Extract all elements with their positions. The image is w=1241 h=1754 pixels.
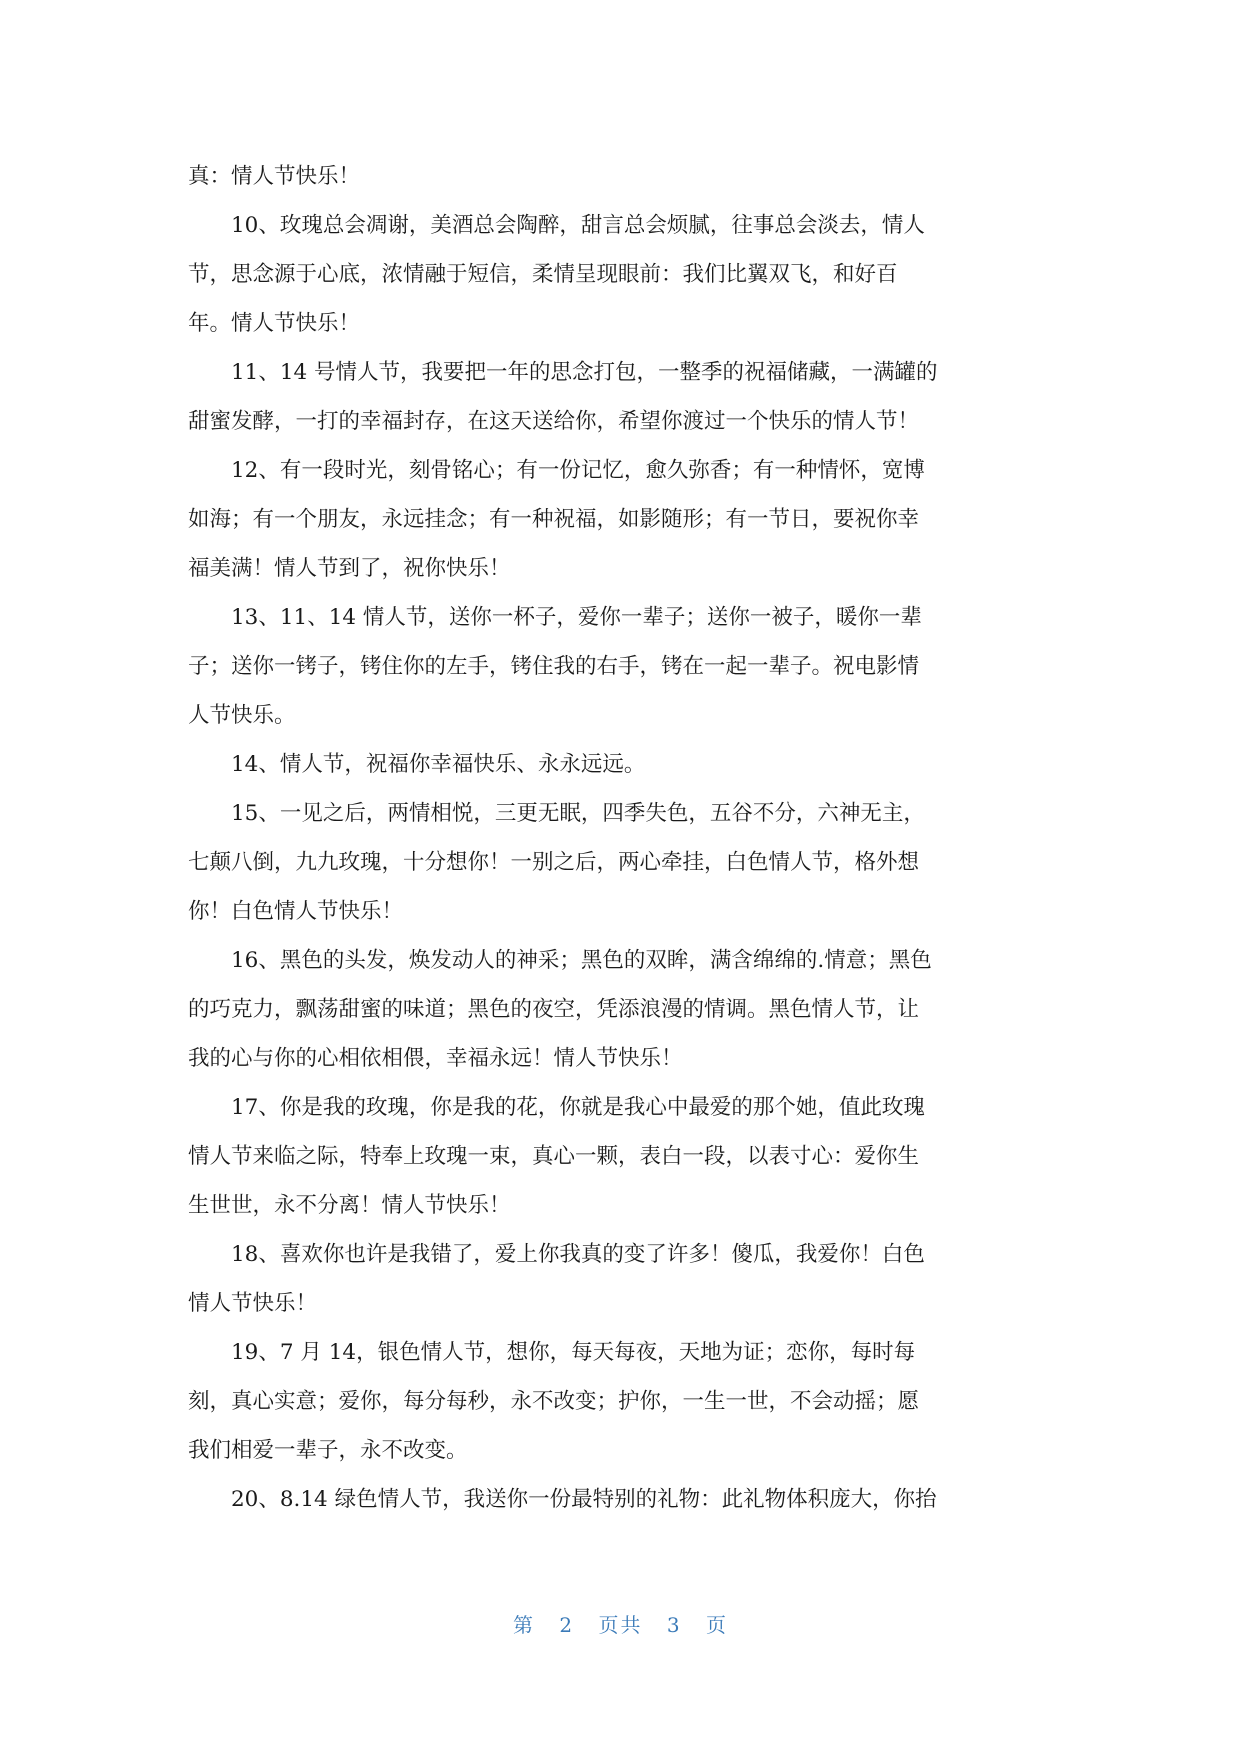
text-line: 我的心与你的心相依相偎，幸福永远！情人节快乐！ (188, 1046, 683, 1071)
text-line: 福美满！情人节到了，祝你快乐！ (188, 556, 511, 581)
text-line: 11、14 号情人节，我要把一年的思念打包，一整季的祝福储藏，一满罐的 (188, 360, 938, 385)
footer-prefix: 第 (513, 1613, 536, 1637)
text-line: 17、你是我的玫瑰，你是我的花，你就是我心中最爱的那个她，值此玫瑰 (188, 1095, 925, 1120)
text-line: 13、11、14 情人节，送你一杯子，爱你一辈子；送你一被子，暖你一辈 (188, 605, 922, 630)
footer-page-number: 2 (559, 1613, 575, 1637)
footer-total-pages: 3 (666, 1613, 682, 1637)
text-line: 情人节快乐！ (188, 1291, 318, 1316)
text-line: 七颠八倒，九九玫瑰，十分想你！一别之后，两心牵挂，白色情人节，格外想 (188, 850, 920, 875)
text-line: 18、喜欢你也许是我错了，爱上你我真的变了许多！傻瓜，我爱你！白色 (188, 1242, 925, 1267)
body-text (188, 152, 1048, 1524)
text-line: 真：情人节快乐！ (188, 164, 361, 189)
text-line: 16、黑色的头发，焕发动人的神采；黑色的双眸，满含绵绵的.情意；黑色 (188, 948, 932, 973)
footer-middle: 页共 (598, 1613, 643, 1637)
footer-suffix: 页 (705, 1613, 728, 1637)
text-line: 14、情人节，祝福你幸福快乐、永永远远。 (188, 752, 646, 777)
text-line: 我们相爱一辈子，永不改变。 (188, 1438, 468, 1463)
text-line: 子；送你一铐子，铐住你的左手，铐住我的右手，铐在一起一辈子。祝电影情 (188, 654, 920, 679)
text-line: 节，思念源于心底，浓情融于短信，柔情呈现眼前：我们比翼双飞，和好百 (188, 262, 898, 287)
text-line: 人节快乐。 (188, 703, 296, 728)
text-line: 你！白色情人节快乐！ (188, 899, 404, 924)
text-line: 20、8.14 绿色情人节，我送你一份最特别的礼物：此礼物体积庞大，你抬 (188, 1487, 937, 1512)
text-line: 年。情人节快乐！ (188, 311, 361, 336)
text-line: 生世世，永不分离！情人节快乐！ (188, 1193, 511, 1218)
text-line: 19、7 月 14，银色情人节，想你，每天每夜，天地为证；恋你，每时每 (188, 1340, 916, 1365)
text-line: 10、玫瑰总会凋谢，美酒总会陶醉，甜言总会烦腻，往事总会淡去，情人 (188, 213, 925, 238)
text-line: 的巧克力，飘荡甜蜜的味道；黑色的夜空，凭添浪漫的情调。黑色情人节，让 (188, 997, 920, 1022)
text-line: 情人节来临之际，特奉上玫瑰一束，真心一颗，表白一段，以表寸心：爱你生 (188, 1144, 920, 1169)
text-line: 15、一见之后，两情相悦，三更无眠，四季失色，五谷不分，六神无主， (188, 801, 925, 826)
text-line: 12、有一段时光，刻骨铭心；有一份记忆，愈久弥香；有一种情怀，宽博 (188, 458, 925, 483)
text-line: 如海；有一个朋友，永远挂念；有一种祝福，如影随形；有一节日，要祝你幸 (188, 507, 920, 532)
page-footer (0, 1609, 1241, 1638)
text-line: 刻，真心实意；爱你，每分每秒，永不改变；护你，一生一世，不会动摇；愿 (188, 1389, 920, 1414)
text-line: 甜蜜发酵，一打的幸福封存，在这天送给你，希望你渡过一个快乐的情人节！ (188, 409, 920, 434)
